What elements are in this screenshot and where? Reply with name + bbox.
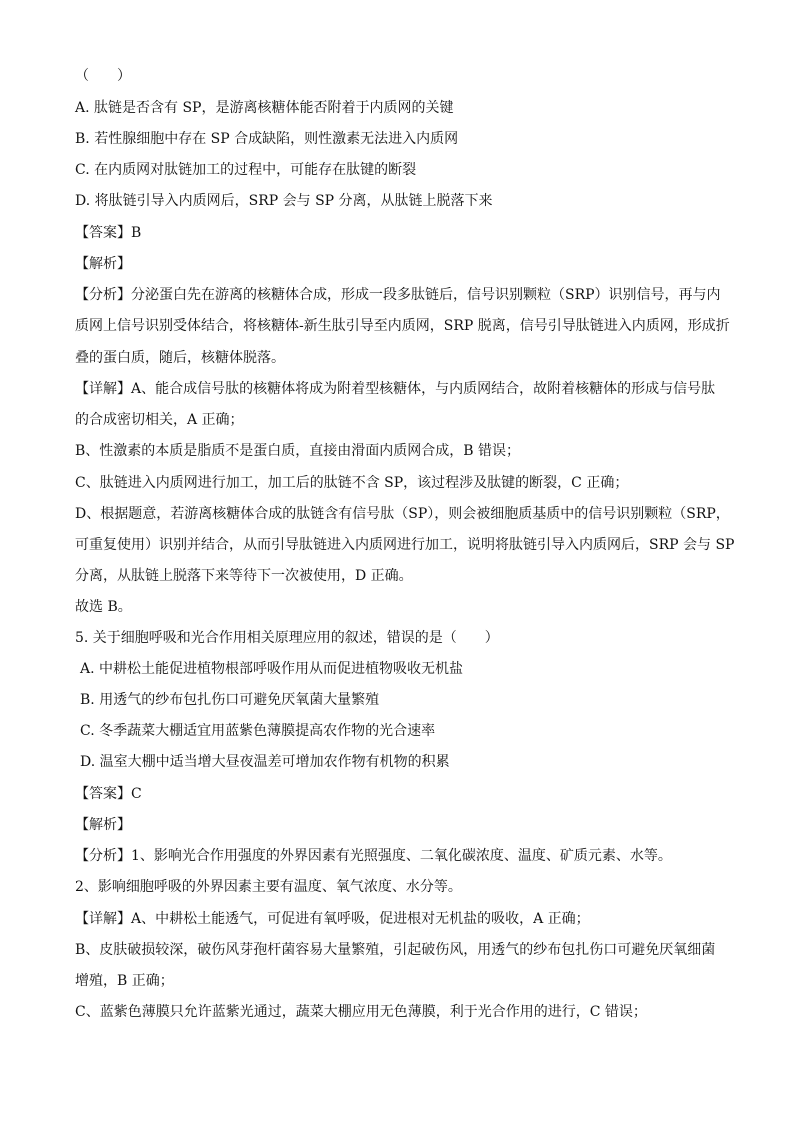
- q4-conclusion: 故选 B。: [75, 599, 132, 615]
- q4-detail-line: 【详解】A、能合成信号肽的核糖体将成为附着型核糖体，与内质网结合，故附着核糖体的形成与信号肽: [75, 381, 716, 397]
- q4-detail-line: 分离，从肽链上脱落下来等待下一次被使用，D 正确。: [75, 568, 413, 584]
- q5-option-a: A. 中耕松土能促进植物根部呼吸作用从而促进植物吸收无机盐: [80, 661, 464, 677]
- q4-analysis-title: 【解析】: [75, 256, 131, 272]
- q5-detail-line: 【详解】A、中耕松土能透气，可促进有氧呼吸，促进根对无机盐的吸收，A 正确；: [75, 911, 590, 927]
- q4-analysis-line: 质网上信号识别受体结合，将核糖体-新生肽引导至内质网，SRP 脱离，信号引导肽链进入内质网，形成折: [75, 318, 730, 334]
- q4-detail-line: 的合成密切相关，A 正确；: [75, 412, 244, 428]
- q4-detail-line: D、根据题意，若游离核糖体合成的肽链含有信号肽（SP），则会被细胞质基质中的信号识别颗粒（SRP，: [75, 506, 730, 522]
- q5-analysis-line: 【分析】1、影响光合作用强度的外界因素有光照强度、二氧化碳浓度、温度、矿质元素、水等。: [75, 848, 672, 864]
- q4-analysis-line: 叠的蛋白质，随后，核糖体脱落。: [75, 350, 285, 366]
- q4-option-d: D. 将肽链引导入内质网后，SRP 会与 SP 分离，从肽链上脱落下来: [75, 193, 493, 209]
- q5-detail-line: 增殖，B 正确；: [75, 973, 174, 989]
- q4-option-b: B. 若性腺细胞中存在 SP 合成缺陷，则性激素无法进入内质网: [75, 131, 459, 147]
- q5-detail-line: B、皮肤破损较深，破伤风芽孢杆菌容易大量繁殖，引起破伤风，用透气的纱布包扎伤口可避免厌氧细菌: [75, 942, 716, 958]
- q5-option-d: D. 温室大棚中适当增大昼夜温差可增加农作物有机物的积累: [80, 754, 450, 770]
- q5-analysis-line: 2、影响细胞呼吸的外界因素主要有温度、氧气浓度、水分等。: [75, 879, 462, 895]
- q5-analysis-title: 【解析】: [75, 817, 131, 833]
- q4-detail-line: B、性激素的本质是脂质不是蛋白质，直接由滑面内质网合成，B 错误；: [75, 443, 521, 459]
- q5-option-c: C. 冬季蔬菜大棚适宜用蓝紫色薄膜提高农作物的光合速率: [80, 723, 436, 739]
- q5-detail-line: C、蓝紫色薄膜只允许蓝紫光通过，蔬菜大棚应用无色薄膜，利于光合作用的进行，C 错误；: [75, 1004, 647, 1020]
- q5-answer: 【答案】C: [75, 786, 142, 802]
- q5-option-b: B. 用透气的纱布包扎伤口可避免厌氧菌大量繁殖: [80, 692, 380, 708]
- q4-option-c: C. 在内质网对肽链加工的过程中，可能存在肽键的断裂: [75, 162, 417, 178]
- q4-answer-bracket: （ ）: [75, 68, 131, 84]
- q4-detail-line: 可重复使用）识别并结合，从而引导肽链进入内质网进行加工，说明将肽链引导入内质网后，SRP 会与 SP: [75, 537, 735, 553]
- q4-option-a: A. 肽链是否含有 SP，是游离核糖体能否附着于内质网的关键: [75, 100, 454, 116]
- q4-answer: 【答案】B: [75, 225, 142, 241]
- q5-stem: 5. 关于细胞呼吸和光合作用相关原理应用的叙述，错误的是（ ）: [75, 630, 499, 646]
- q4-analysis-line: 【分析】分泌蛋白先在游离的核糖体合成，形成一段多肽链后，信号识别颗粒（SRP）识别信号，再与内: [75, 287, 721, 303]
- q4-detail-line: C、肽链进入内质网进行加工，加工后的肽链不含 SP，该过程涉及肽键的断裂，C 正确；: [75, 475, 629, 491]
